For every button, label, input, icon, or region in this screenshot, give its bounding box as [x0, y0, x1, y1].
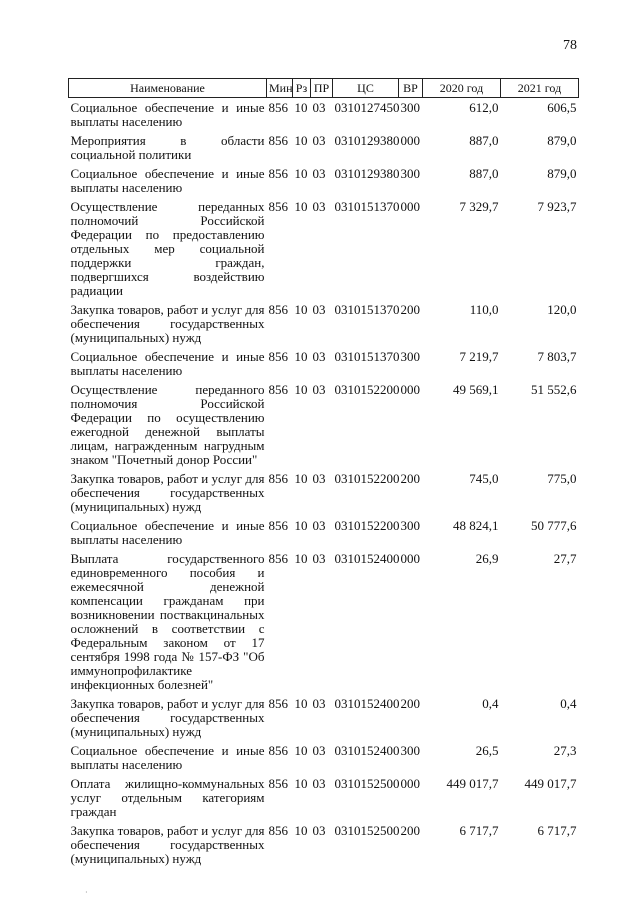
row-pr: 03 — [312, 823, 326, 838]
row-vr: 300 — [400, 100, 420, 115]
table-row — [69, 741, 579, 774]
row-name: Социальное обеспечение и иные выплаты населению — [70, 518, 265, 547]
row-name: Закупка товаров, работ и услуг для обеспечения государственных (муниципальных) нужд — [70, 471, 265, 514]
row-pr: 03 — [312, 133, 326, 148]
header-vr: ВР — [399, 79, 423, 98]
row-name: Выплата государственного единовременного пособия и ежемесячной денежной компенсации гражданам при возникновении поствакцинальных осложнений в соответствии с Федеральным законом от 17 сентября 1998 года № 157-ФЗ "Об иммунопрофилактике инфекционных болезней" — [70, 551, 265, 692]
row-cs: 0310152500 — [334, 776, 400, 791]
row-cs: 0310152500 — [334, 823, 400, 838]
row-vr: 000 — [400, 199, 420, 214]
row-name: Мероприятия в области социальной политики — [70, 133, 265, 162]
header-2020: 2020 год — [423, 79, 501, 98]
row-pr: 03 — [312, 349, 326, 364]
header-min: Мин — [267, 79, 293, 98]
row-rz: 10 — [294, 518, 308, 533]
row-cs: 0310152400 — [334, 696, 400, 711]
row-rz: 10 — [294, 166, 308, 181]
row-value-2021: 7 803,7 — [537, 349, 577, 364]
row-name: Закупка товаров, работ и услуг для обеспечения государственных (муниципальных) нужд — [70, 302, 265, 345]
row-rz: 10 — [294, 696, 308, 711]
row-vr: 000 — [400, 382, 420, 397]
row-pr: 03 — [312, 471, 326, 486]
row-name: Осуществление переданных полномочий Российской Федерации по предоставлению отдельных мер социальной поддержки граждан, подвергшихся воздействию радиации — [70, 199, 265, 298]
row-pr: 03 — [312, 776, 326, 791]
row-min: 856 — [268, 100, 288, 115]
row-cs: 0310151370 — [334, 302, 400, 317]
row-value-2021: 775,0 — [547, 471, 577, 486]
budget-table — [68, 78, 579, 868]
row-value-2020: 7 329,7 — [459, 199, 499, 214]
row-value-2021: 51 552,6 — [531, 382, 577, 397]
row-cs: 0310151370 — [334, 349, 400, 364]
row-rz: 10 — [294, 471, 308, 486]
header-pr: ПР — [311, 79, 333, 98]
header-2021: 2021 год — [501, 79, 579, 98]
row-name: Закупка товаров, работ и услуг для обеспечения государственных (муниципальных) нужд — [70, 823, 265, 866]
row-cs: 0310152400 — [334, 743, 400, 758]
row-value-2021: 6 717,7 — [537, 823, 577, 838]
row-name: Социальное обеспечение и иные выплаты населению — [70, 743, 265, 772]
row-name: Социальное обеспечение и иные выплаты населению — [70, 349, 265, 378]
table-header-row — [69, 79, 579, 98]
row-rz: 10 — [294, 302, 308, 317]
row-name: Социальное обеспечение и иные выплаты населению — [70, 166, 265, 195]
table-row — [69, 347, 579, 380]
row-rz: 10 — [294, 133, 308, 148]
row-min: 856 — [268, 133, 288, 148]
row-name: Осуществление переданного полномочия Российской Федерации по осуществлению ежегодной денежной выплаты лицам, награжденным нагрудным знаком "Почетный донор России" — [70, 382, 265, 467]
row-pr: 03 — [312, 302, 326, 317]
row-vr: 200 — [400, 823, 420, 838]
row-rz: 10 — [294, 776, 308, 791]
row-cs: 0310152200 — [334, 471, 400, 486]
row-min: 856 — [268, 696, 288, 711]
row-value-2020: 0,4 — [482, 696, 499, 711]
table-row — [69, 469, 579, 516]
row-pr: 03 — [312, 100, 326, 115]
table-row — [69, 516, 579, 549]
row-min: 856 — [268, 518, 288, 533]
table-row — [69, 694, 579, 741]
row-rz: 10 — [294, 823, 308, 838]
row-cs: 0310152400 — [334, 551, 400, 566]
table-row — [69, 164, 579, 197]
row-value-2020: 48 824,1 — [453, 518, 499, 533]
table-row — [69, 300, 579, 347]
row-value-2020: 745,0 — [469, 471, 499, 486]
row-vr: 000 — [400, 551, 420, 566]
row-min: 856 — [268, 382, 288, 397]
row-pr: 03 — [312, 696, 326, 711]
row-vr: 000 — [400, 133, 420, 148]
row-pr: 03 — [312, 166, 326, 181]
page-number: 78 — [563, 38, 577, 53]
row-cs: 0310152200 — [334, 382, 400, 397]
row-min: 856 — [268, 551, 288, 566]
header-rz: Рз — [293, 79, 311, 98]
row-name: Социальное обеспечение и иные выплаты населению — [70, 100, 265, 129]
row-rz: 10 — [294, 743, 308, 758]
scan-speck: · — [85, 888, 88, 897]
table-row — [69, 774, 579, 821]
row-min: 856 — [268, 823, 288, 838]
table-row — [69, 821, 579, 868]
row-value-2020: 26,5 — [475, 743, 499, 758]
row-value-2020: 7 219,7 — [459, 349, 499, 364]
row-value-2020: 887,0 — [469, 133, 499, 148]
row-pr: 03 — [312, 518, 326, 533]
row-cs: 0310129380 — [334, 166, 400, 181]
row-rz: 10 — [294, 199, 308, 214]
row-value-2020: 612,0 — [469, 100, 499, 115]
row-value-2021: 120,0 — [547, 302, 577, 317]
row-min: 856 — [268, 199, 288, 214]
row-value-2020: 6 717,7 — [459, 823, 499, 838]
row-vr: 000 — [400, 776, 420, 791]
row-vr: 200 — [400, 471, 420, 486]
row-rz: 10 — [294, 382, 308, 397]
row-cs: 0310127450 — [334, 100, 400, 115]
row-vr: 200 — [400, 302, 420, 317]
row-pr: 03 — [312, 199, 326, 214]
row-min: 856 — [268, 166, 288, 181]
row-value-2020: 449 017,7 — [446, 776, 499, 791]
row-rz: 10 — [294, 349, 308, 364]
row-cs: 0310152200 — [334, 518, 400, 533]
row-name: Закупка товаров, работ и услуг для обеспечения государственных (муниципальных) нужд — [70, 696, 265, 739]
table-row — [69, 549, 579, 694]
header-name: Наименование — [69, 79, 267, 98]
row-value-2021: 606,5 — [547, 100, 577, 115]
row-cs: 0310129380 — [334, 133, 400, 148]
row-value-2020: 49 569,1 — [453, 382, 499, 397]
row-vr: 300 — [400, 349, 420, 364]
row-value-2020: 887,0 — [469, 166, 499, 181]
table-row — [69, 197, 579, 300]
row-value-2020: 26,9 — [475, 551, 499, 566]
row-min: 856 — [268, 776, 288, 791]
row-value-2021: 879,0 — [547, 133, 577, 148]
table-row — [69, 380, 579, 469]
row-value-2021: 50 777,6 — [531, 518, 577, 533]
row-min: 856 — [268, 349, 288, 364]
table-row — [69, 98, 579, 132]
row-pr: 03 — [312, 382, 326, 397]
row-cs: 0310151370 — [334, 199, 400, 214]
row-min: 856 — [268, 743, 288, 758]
row-value-2021: 449 017,7 — [524, 776, 577, 791]
row-value-2021: 879,0 — [547, 166, 577, 181]
row-min: 856 — [268, 302, 288, 317]
row-value-2021: 27,7 — [553, 551, 577, 566]
row-vr: 200 — [400, 696, 420, 711]
row-vr: 300 — [400, 743, 420, 758]
table-row — [69, 131, 579, 164]
row-rz: 10 — [294, 551, 308, 566]
row-rz: 10 — [294, 100, 308, 115]
row-vr: 300 — [400, 166, 420, 181]
row-vr: 300 — [400, 518, 420, 533]
row-value-2021: 27,3 — [553, 743, 577, 758]
row-value-2020: 110,0 — [469, 302, 499, 317]
row-value-2021: 7 923,7 — [537, 199, 577, 214]
row-value-2021: 0,4 — [560, 696, 577, 711]
row-pr: 03 — [312, 551, 326, 566]
row-name: Оплата жилищно-коммунальных услуг отдельным категориям граждан — [70, 776, 265, 819]
header-cs: ЦС — [333, 79, 399, 98]
row-pr: 03 — [312, 743, 326, 758]
row-min: 856 — [268, 471, 288, 486]
